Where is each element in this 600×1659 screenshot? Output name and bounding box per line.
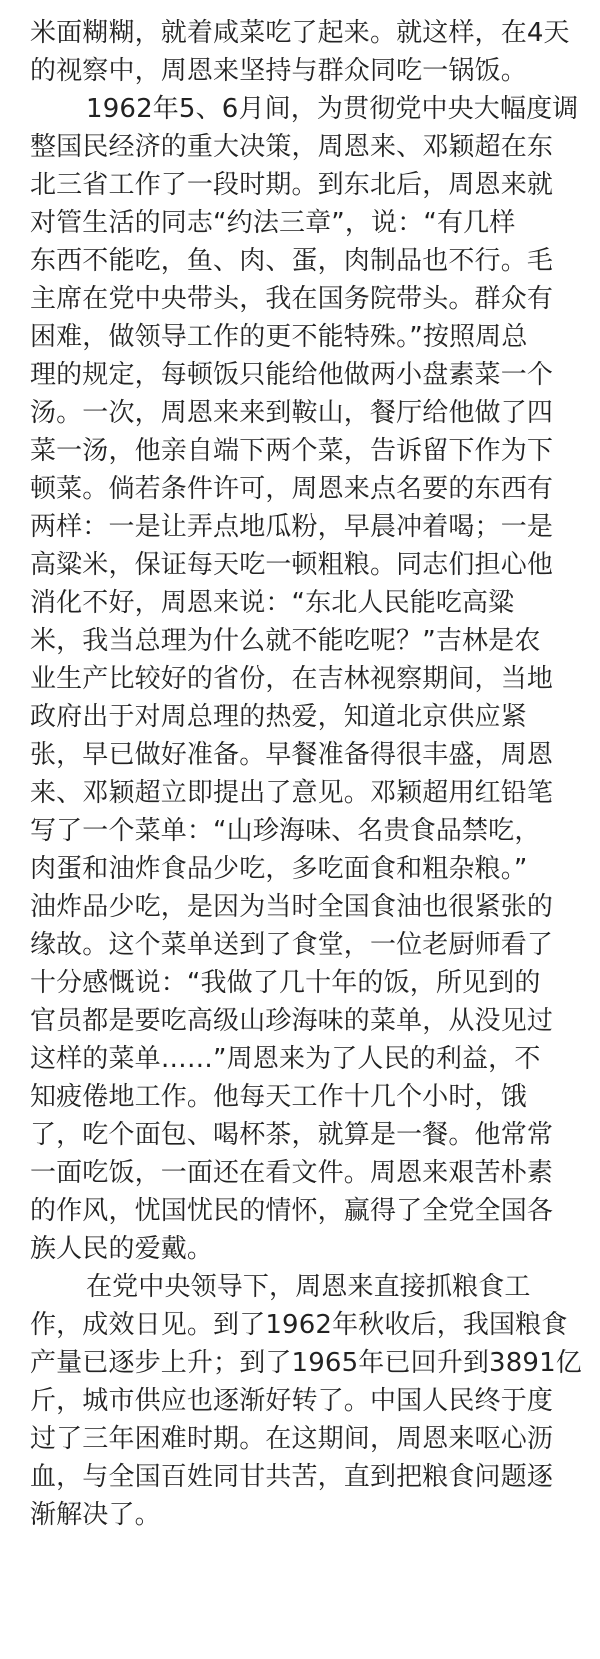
text-line: 斤，城市供应也逐渐好转了。中国人民终于度 [30, 1386, 554, 1416]
text-line: 血，与全国百姓同甘共苦，直到把粮食问题逐 [30, 1462, 554, 1492]
text-line: 油炸品少吃，是因为当时全国食油也很紧张的 [30, 892, 554, 922]
text-line: 业生产比较好的省份，在吉林视察期间，当地 [30, 664, 554, 694]
text-line: 米面糊糊，就着咸菜吃了起来。就这样，在4天 [30, 18, 570, 48]
paragraph-start-line: 在党中央领导下，周恩来直接抓粮食工 [86, 1272, 531, 1302]
text-line: 的作风，忧国忧民的情怀，赢得了全党全国各 [30, 1196, 554, 1226]
text-line: 十分感慨说：“我做了几十年的饭，所见到的 [30, 968, 541, 998]
text-line: 缘故。这个菜单送到了食堂，一位老厨师看了 [30, 930, 554, 960]
text-line: 写了一个菜单：“山珍海味、名贵食品禁吃， [30, 816, 541, 846]
text-line: 官员都是要吃高级山珍海味的菜单，从没见过 [30, 1006, 554, 1036]
text-line: 顿菜。倘若条件许可，周恩来点名要的东西有 [30, 474, 554, 504]
text-line: 渐解决了。 [30, 1500, 161, 1530]
text-line: 东西不能吃，鱼、肉、蛋，肉制品也不行。毛 [30, 246, 554, 276]
text-line: 菜一汤，他亲自端下两个菜，告诉留下作为下 [30, 436, 554, 466]
text-line: 对管生活的同志“约法三章”，说：“有几样 [30, 208, 516, 238]
text-line: 两样：一是让弄点地瓜粉，早晨冲着喝；一是 [30, 512, 554, 542]
text-line: 作，成效日见。到了1962年秋收后，我国粮食 [30, 1310, 568, 1340]
text-line: 政府出于对周总理的热爱，知道北京供应紧 [30, 702, 527, 732]
text-line: 困难，做领导工作的更不能特殊。”按照周总 [30, 322, 528, 352]
text-line: 了，吃个面包、喝杯茶，就算是一餐。他常常 [30, 1120, 554, 1150]
text-line: 一面吃饭，一面还在看文件。周恩来艰苦朴素 [30, 1158, 554, 1188]
text-line: 高粱米，保证每天吃一顿粗粮。同志们担心他 [30, 550, 554, 580]
text-line: 知疲倦地工作。他每天工作十几个小时，饿 [30, 1082, 527, 1112]
text-line: 肉蛋和油炸食品少吃，多吃面食和粗杂粮。” [30, 854, 528, 884]
text-line: 米，我当总理为什么就不能吃呢？”吉林是农 [30, 626, 541, 656]
text-line: 族人民的爱戴。 [30, 1234, 214, 1264]
text-line: 北三省工作了一段时期。到东北后，周恩来就 [30, 170, 554, 200]
text-line: 汤。一次，周恩来来到鞍山，餐厅给他做了四 [30, 398, 554, 428]
text-line: 理的规定，每顿饭只能给他做两小盘素菜一个 [30, 360, 554, 390]
text-line: 过了三年困难时期。在这期间，周恩来呕心沥 [30, 1424, 554, 1454]
text-line: 主席在党中央带头，我在国务院带头。群众有 [30, 284, 554, 314]
text-line: 来、邓颖超立即提出了意见。邓颖超用红铅笔 [30, 778, 554, 808]
text-line: 整国民经济的重大决策，周恩来、邓颖超在东 [30, 132, 554, 162]
paragraph-start-line: 1962年5、6月间，为贯彻党中央大幅度调 [86, 94, 579, 124]
text-line: 的视察中，周恩来坚持与群众同吃一锅饭。 [30, 56, 527, 86]
text-line: 这样的菜单……”周恩来为了人民的利益，不 [30, 1044, 541, 1074]
text-line: 消化不好，周恩来说：“东北人民能吃高粱 [30, 588, 515, 618]
text-line: 产量已逐步上升；到了1965年已回升到3891亿 [30, 1348, 582, 1378]
text-line: 张，早已做好准备。早餐准备得很丰盛，周恩 [30, 740, 554, 770]
